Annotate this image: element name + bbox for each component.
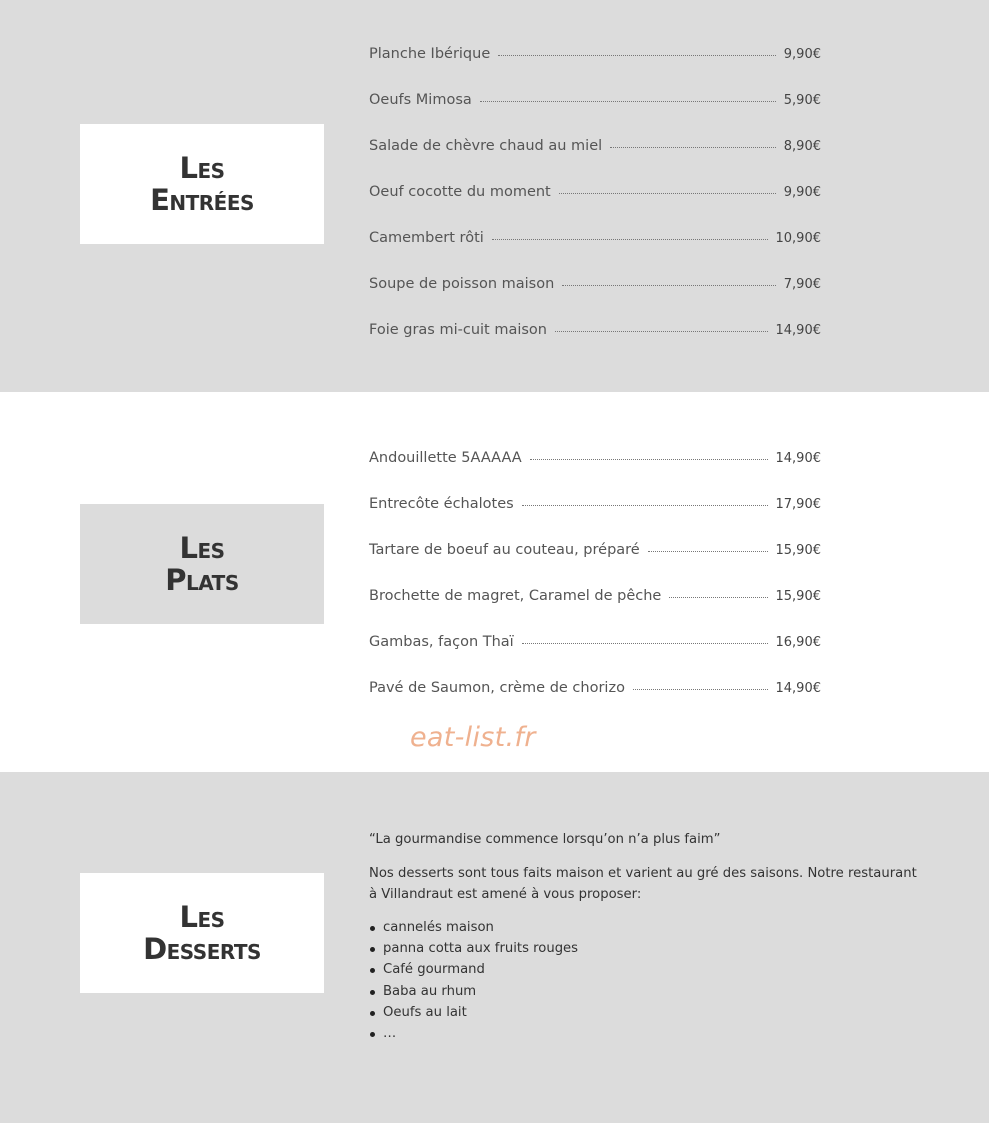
menu-item — [369, 169, 821, 215]
dotted-leader — [633, 689, 768, 690]
menu-item-price: 16,90€ — [775, 634, 821, 650]
menu-item-name: Oeufs Mimosa — [369, 92, 472, 108]
menu-item-price: 10,90€ — [775, 230, 821, 246]
entrees-title-line1: Les — [179, 151, 225, 185]
menu-item — [369, 261, 821, 307]
menu-item — [369, 527, 821, 573]
plats-section — [0, 392, 989, 772]
desserts-title-line2: Desserts — [143, 932, 261, 966]
menu-item-name: Andouillette 5AAAAA — [369, 450, 522, 466]
menu-item-name: Oeuf cocotte du moment — [369, 184, 551, 200]
menu-item-name: Brochette de magret, Caramel de pêche — [369, 588, 662, 604]
menu-item-price: 14,90€ — [775, 450, 821, 466]
menu-item-name: Planche Ibérique — [369, 46, 491, 62]
entrees-section — [0, 0, 989, 392]
dotted-leader — [559, 193, 776, 194]
menu-item-price: 14,90€ — [775, 322, 821, 338]
desserts-list — [369, 917, 929, 1044]
dotted-leader — [669, 597, 767, 598]
menu-item-name: Salade de chèvre chaud au miel — [369, 138, 603, 154]
menu-item-price: 9,90€ — [783, 46, 821, 62]
menu-item — [369, 573, 821, 619]
menu-item — [369, 665, 821, 711]
dotted-leader — [492, 239, 768, 240]
list-item: … — [383, 1023, 929, 1044]
menu-item — [369, 123, 821, 169]
desserts-section — [0, 772, 989, 1123]
menu-item-name: Gambas, façon Thaï — [369, 634, 514, 650]
menu-item — [369, 215, 821, 261]
desserts-title-line1: Les — [179, 900, 225, 934]
plats-title-box — [80, 504, 324, 624]
dotted-leader — [522, 643, 768, 644]
menu-item-price: 15,90€ — [775, 588, 821, 604]
list-item: panna cotta aux fruits rouges — [383, 938, 929, 959]
dotted-leader — [562, 285, 776, 286]
menu-item-name: Tartare de boeuf au couteau, préparé — [369, 542, 640, 558]
entrees-title-box — [80, 124, 324, 244]
watermark: eat-list.fr — [410, 722, 536, 753]
menu-item-name: Entrecôte échalotes — [369, 496, 514, 512]
dotted-leader — [555, 331, 768, 332]
dotted-leader — [522, 505, 768, 506]
dotted-leader — [480, 101, 776, 102]
plats-title-line2: Plats — [165, 563, 239, 597]
menu-item-name: Camembert rôti — [369, 230, 484, 246]
desserts-description — [369, 832, 929, 1044]
dotted-leader — [648, 551, 768, 552]
menu-item — [369, 435, 821, 481]
menu-item — [369, 31, 821, 77]
list-item: cannelés maison — [383, 917, 929, 938]
menu-item-price: 15,90€ — [775, 542, 821, 558]
menu-item-name: Pavé de Saumon, crème de chorizo — [369, 680, 625, 696]
menu-item-price: 9,90€ — [783, 184, 821, 200]
list-item: Baba au rhum — [383, 981, 929, 1002]
list-item: Oeufs au lait — [383, 1002, 929, 1023]
menu-item-name: Foie gras mi-cuit maison — [369, 322, 547, 338]
menu-item-name: Soupe de poisson maison — [369, 276, 555, 292]
dotted-leader — [498, 55, 776, 56]
dotted-leader — [610, 147, 776, 148]
dotted-leader — [530, 459, 768, 460]
plats-title-line1: Les — [179, 531, 225, 565]
menu-item-price: 8,90€ — [783, 138, 821, 154]
menu-item-price: 17,90€ — [775, 496, 821, 512]
desserts-quote: “La gourmandise commence lorsqu’on n’a plus faim” — [369, 832, 721, 847]
entrees-menu-list — [369, 31, 821, 353]
menu-item — [369, 77, 821, 123]
desserts-title-box — [80, 873, 324, 993]
list-item: Café gourmand — [383, 959, 929, 980]
menu-item — [369, 481, 821, 527]
entrees-title-line2: Entrées — [150, 183, 254, 217]
desserts-intro: Nos desserts sont tous faits maison et varient au gré des saisons. Notre restaurant à Villandraut est amené à vous proposer: — [369, 866, 917, 902]
menu-item-price: 5,90€ — [783, 92, 821, 108]
menu-item-price: 14,90€ — [775, 680, 821, 696]
plats-menu-list — [369, 435, 821, 711]
menu-item — [369, 619, 821, 665]
menu-item-price: 7,90€ — [783, 276, 821, 292]
menu-item — [369, 307, 821, 353]
